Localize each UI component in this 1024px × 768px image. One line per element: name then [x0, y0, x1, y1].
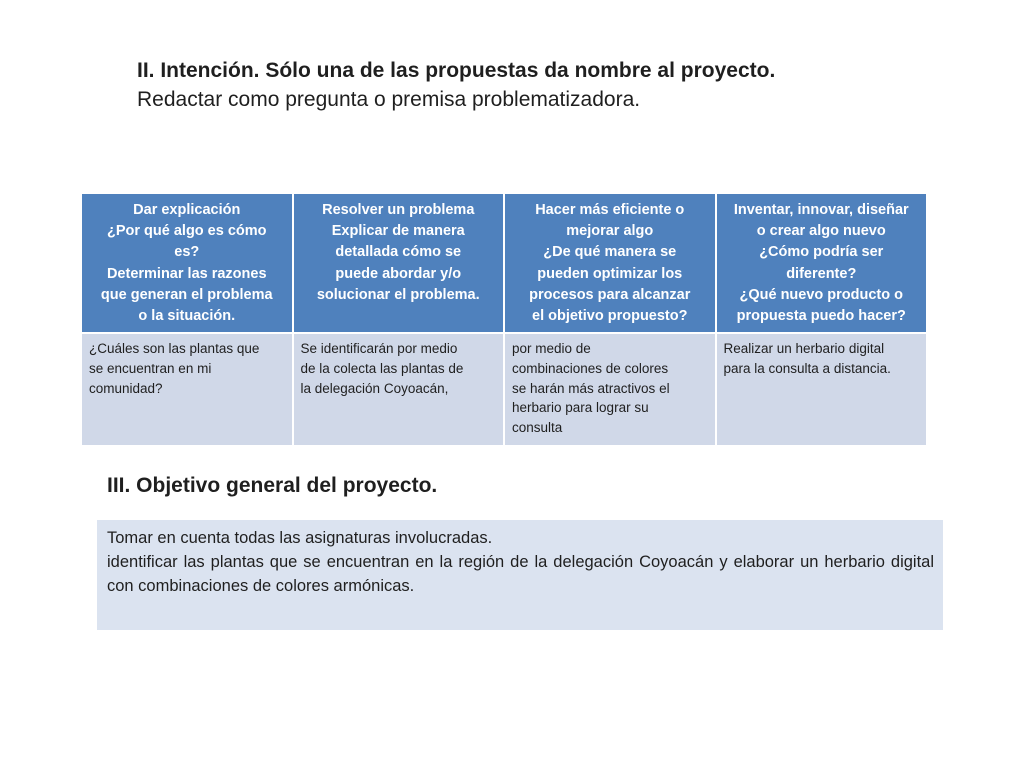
intention-heading — [137, 56, 937, 114]
intention-instruction: Redactar como pregunta o premisa problematizadora. — [137, 88, 641, 111]
cell-line: Realizar un herbario digital — [723, 341, 885, 356]
header-line: Inventar, innovar, diseñar — [733, 202, 909, 218]
cell-line: se encuentran en mi — [89, 360, 212, 376]
cell-line: por medio de — [512, 341, 591, 356]
header-line: o la situación. — [138, 308, 236, 325]
header-line: Dar explicación — [133, 202, 241, 218]
header-line: propuesta puedo hacer? — [736, 308, 906, 325]
header-line: que generan el problema — [100, 286, 273, 303]
header-line: mejorar algo — [566, 223, 654, 240]
intention-table-header-row — [81, 193, 927, 333]
cell-line: para la consulta a distancia. — [723, 360, 891, 376]
header-line: el objetivo propuesto? — [532, 308, 688, 325]
cell-combinaciones — [504, 333, 716, 446]
header-line: pueden optimizar los — [537, 265, 683, 282]
header-line: Determinar las razones — [106, 265, 267, 282]
objective-line: Tomar en cuenta todas las asignaturas involucradas. — [107, 529, 493, 547]
header-line: Resolver un problema — [322, 202, 475, 218]
cell-line: de la colecta las plantas de — [300, 360, 464, 376]
objective-section-title: III. Objetivo general del proyecto. — [107, 474, 438, 497]
cell-identificacion — [293, 333, 505, 446]
table-row — [81, 333, 927, 446]
cell-line: herbario para lograr su — [512, 400, 649, 416]
header-line: ¿De qué manera se — [543, 244, 677, 261]
header-line: solucionar el problema. — [316, 286, 480, 303]
cell-herbario-digital — [716, 333, 928, 446]
header-line: o crear algo nuevo — [756, 223, 886, 240]
header-line: procesos para alcanzar — [529, 286, 691, 303]
header-line: diferente? — [786, 265, 857, 282]
header-dar-explicacion — [81, 193, 293, 333]
header-inventar-innovar — [716, 193, 928, 333]
objective-paragraph: identificar las plantas que se encuentran en la región de la delegación Coyoacán y elaborar un herbario digital con combinaciones de colores armónicas. — [107, 553, 934, 595]
header-line: ¿Qué nuevo producto o — [739, 286, 904, 303]
intention-title: II. Intención. Sólo una de las propuestas da nombre al proyecto. — [137, 59, 776, 82]
header-hacer-mas-eficiente — [504, 193, 716, 333]
cell-line: combinaciones de colores — [512, 360, 669, 376]
header-line: detallada cómo se — [335, 244, 462, 261]
header-line: puede abordar y/o — [335, 265, 462, 282]
cell-line: la delegación Coyoacán, — [300, 380, 449, 396]
cell-pregunta — [81, 333, 293, 446]
cell-line: ¿Cuáles son las plantas que — [89, 341, 260, 356]
cell-line: se harán más atractivos el — [512, 380, 670, 396]
cell-line: Se identificarán por medio — [300, 341, 458, 356]
header-line: Hacer más eficiente o — [535, 202, 685, 218]
intention-table — [80, 192, 928, 447]
header-line: Explicar de manera — [331, 223, 465, 240]
header-line: ¿Por qué algo es cómo — [106, 223, 267, 240]
objective-box — [97, 520, 943, 630]
header-line: ¿Cómo podría ser — [759, 244, 884, 261]
header-line: es? — [174, 244, 200, 261]
cell-line: comunidad? — [89, 380, 163, 396]
header-resolver-problema — [293, 193, 505, 333]
cell-line: consulta — [512, 420, 563, 436]
